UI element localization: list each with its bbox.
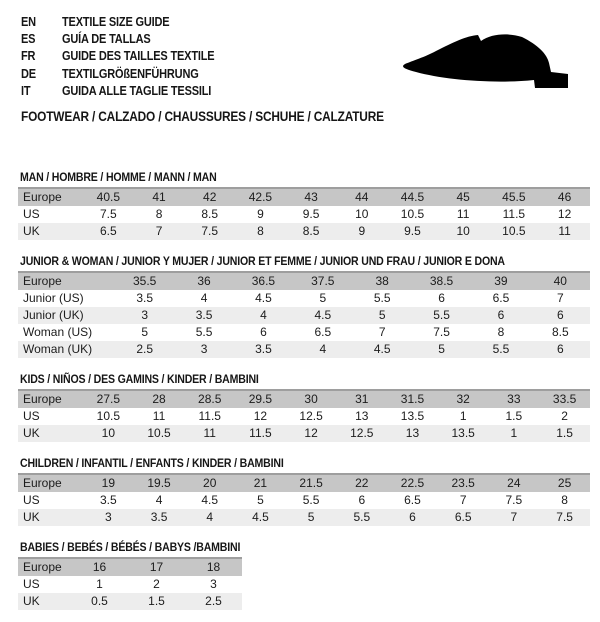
- language-row: [21, 13, 600, 30]
- size-table-section: [18, 252, 590, 358]
- size-value: 24: [489, 474, 540, 492]
- size-tables: [18, 168, 590, 622]
- language-code: DE: [21, 66, 36, 81]
- size-value: 10: [336, 206, 387, 223]
- language-code: FR: [21, 49, 36, 64]
- size-value: 1.5: [489, 408, 540, 425]
- size-value: 45: [438, 188, 489, 206]
- size-value: 5.5: [174, 324, 233, 341]
- size-value: 1.5: [128, 593, 185, 610]
- size-value: 10.5: [387, 206, 438, 223]
- size-value: 33: [489, 390, 540, 408]
- table-row: [18, 206, 590, 223]
- size-value: 21: [235, 474, 286, 492]
- size-value: 10.5: [83, 408, 134, 425]
- size-value: 3.5: [134, 509, 185, 526]
- size-value: 2: [128, 576, 185, 593]
- size-value: 45.5: [489, 188, 540, 206]
- section-title: MAN / HOMBRE / HOMME / MANN / MAN: [20, 170, 217, 184]
- size-value: 9: [336, 223, 387, 240]
- size-table-section: [18, 454, 590, 526]
- size-value: 4: [234, 307, 293, 324]
- table-row: [18, 492, 590, 509]
- row-label: Europe: [18, 474, 83, 492]
- size-value: 11.5: [489, 206, 540, 223]
- size-value: 6: [471, 307, 530, 324]
- size-value: 10.5: [134, 425, 185, 442]
- size-value: 37.5: [293, 272, 352, 290]
- size-value: 11.5: [235, 425, 286, 442]
- size-value: 9.5: [286, 206, 337, 223]
- size-value: 7: [531, 290, 590, 307]
- size-value: 6: [234, 324, 293, 341]
- table-row: [18, 408, 590, 425]
- size-value: 39: [471, 272, 530, 290]
- size-value: 5: [293, 290, 352, 307]
- size-value: 31: [336, 390, 387, 408]
- size-value: 31.5: [387, 390, 438, 408]
- size-value: 8.5: [531, 324, 590, 341]
- size-value: 7: [438, 492, 489, 509]
- size-value: 2: [539, 408, 590, 425]
- shoe-icon: [400, 33, 572, 91]
- size-value: 11: [184, 425, 235, 442]
- size-value: 4: [293, 341, 352, 358]
- size-value: 3: [185, 576, 242, 593]
- size-value: 4.5: [184, 492, 235, 509]
- row-label: Europe: [18, 272, 115, 290]
- size-value: 22: [336, 474, 387, 492]
- size-value: 8: [539, 492, 590, 509]
- size-value: 6: [387, 509, 438, 526]
- table-row: [18, 188, 590, 206]
- table-row: [18, 290, 590, 307]
- size-value: 40.5: [83, 188, 134, 206]
- size-value: 36.5: [234, 272, 293, 290]
- size-value: 7.5: [539, 509, 590, 526]
- size-value: 11: [438, 206, 489, 223]
- size-value: 5.5: [412, 307, 471, 324]
- row-label: UK: [18, 509, 83, 526]
- size-value: 25: [539, 474, 590, 492]
- size-value: 7: [489, 509, 540, 526]
- table-row: [18, 307, 590, 324]
- size-table-section: [18, 538, 590, 610]
- size-table-section: [18, 370, 590, 442]
- table-row: [18, 272, 590, 290]
- size-value: 21.5: [286, 474, 337, 492]
- size-value: 32: [438, 390, 489, 408]
- language-code: EN: [21, 14, 36, 29]
- size-value: 5: [286, 509, 337, 526]
- size-value: 8.5: [184, 206, 235, 223]
- size-value: 7.5: [489, 492, 540, 509]
- size-table: [18, 271, 590, 358]
- size-value: 10: [83, 425, 134, 442]
- size-value: 4: [184, 509, 235, 526]
- row-label: US: [18, 206, 83, 223]
- size-value: 17: [128, 558, 185, 576]
- size-value: 4: [174, 290, 233, 307]
- row-label: US: [18, 492, 83, 509]
- row-label: UK: [18, 593, 71, 610]
- size-value: 46: [539, 188, 590, 206]
- size-value: 44.5: [387, 188, 438, 206]
- size-value: 1: [438, 408, 489, 425]
- row-label: US: [18, 408, 83, 425]
- table-row: [18, 509, 590, 526]
- size-value: 13.5: [387, 408, 438, 425]
- size-value: 23.5: [438, 474, 489, 492]
- size-value: 6.5: [83, 223, 134, 240]
- language-title: GUIDE DES TAILLES TEXTILE: [62, 49, 215, 64]
- size-value: 2.5: [185, 593, 242, 610]
- language-code: ES: [21, 32, 36, 47]
- size-table: [18, 473, 590, 526]
- size-value: 6.5: [438, 509, 489, 526]
- size-value: 19: [83, 474, 134, 492]
- size-value: 13: [387, 425, 438, 442]
- size-value: 3.5: [234, 341, 293, 358]
- size-value: 12: [235, 408, 286, 425]
- language-code: IT: [21, 84, 31, 99]
- size-value: 18: [185, 558, 242, 576]
- size-value: 7: [134, 223, 185, 240]
- section-title: JUNIOR & WOMAN / JUNIOR Y MUJER / JUNIOR ET FEMME / JUNIOR UND FRAU / JUNIOR E DONA: [20, 254, 505, 268]
- section-title: KIDS / NIÑOS / DES GAMINS / KINDER / BAMBINI: [20, 372, 259, 386]
- size-value: 38.5: [412, 272, 471, 290]
- row-label: US: [18, 576, 71, 593]
- size-value: 6: [412, 290, 471, 307]
- size-value: 27.5: [83, 390, 134, 408]
- section-title: CHILDREN / INFANTIL / ENFANTS / KINDER / BAMBINI: [20, 456, 284, 470]
- size-value: 36: [174, 272, 233, 290]
- row-label: Europe: [18, 390, 83, 408]
- category-heading: FOOTWEAR / CALZADO / CHAUSSURES / SCHUHE / CALZATURE: [21, 108, 384, 124]
- size-value: 42: [184, 188, 235, 206]
- size-value: 8: [471, 324, 530, 341]
- size-value: 6.5: [387, 492, 438, 509]
- size-value: 12.5: [336, 425, 387, 442]
- size-value: 1: [71, 576, 128, 593]
- size-value: 3: [174, 341, 233, 358]
- row-label: Junior (US): [18, 290, 115, 307]
- size-table-section: [18, 168, 590, 240]
- size-value: 3.5: [115, 290, 174, 307]
- size-value: 16: [71, 558, 128, 576]
- size-value: 5: [235, 492, 286, 509]
- size-value: 10.5: [489, 223, 540, 240]
- row-label: Woman (US): [18, 324, 115, 341]
- size-value: 3: [83, 509, 134, 526]
- size-value: 28.5: [184, 390, 235, 408]
- size-value: 5.5: [471, 341, 530, 358]
- size-value: 43: [286, 188, 337, 206]
- size-value: 30: [286, 390, 337, 408]
- row-label: UK: [18, 223, 83, 240]
- size-value: 28: [134, 390, 185, 408]
- language-title: TEXTILGRÖßENFÜHRUNG: [62, 66, 199, 81]
- size-value: 4.5: [235, 509, 286, 526]
- size-value: 20: [184, 474, 235, 492]
- size-value: 3: [115, 307, 174, 324]
- size-value: 6: [531, 307, 590, 324]
- size-table: [18, 187, 590, 240]
- table-row: [18, 474, 590, 492]
- size-value: 7.5: [412, 324, 471, 341]
- table-row: [18, 324, 590, 341]
- size-value: 19.5: [134, 474, 185, 492]
- table-row: [18, 341, 590, 358]
- size-value: 10: [438, 223, 489, 240]
- size-value: 13: [336, 408, 387, 425]
- size-value: 3.5: [174, 307, 233, 324]
- size-value: 40: [531, 272, 590, 290]
- size-value: 6.5: [471, 290, 530, 307]
- size-value: 4.5: [293, 307, 352, 324]
- size-value: 3.5: [83, 492, 134, 509]
- size-value: 5: [115, 324, 174, 341]
- size-value: 41: [134, 188, 185, 206]
- size-value: 9.5: [387, 223, 438, 240]
- size-value: 11: [134, 408, 185, 425]
- section-title: BABIES / BEBÉS / BÉBÉS / BABYS /BAMBINI: [20, 540, 241, 554]
- size-value: 5: [412, 341, 471, 358]
- size-value: 2.5: [115, 341, 174, 358]
- language-title: TEXTILE SIZE GUIDE: [62, 14, 170, 29]
- language-title: GUÍA DE TALLAS: [62, 32, 151, 47]
- table-row: [18, 558, 242, 576]
- size-value: 7: [353, 324, 412, 341]
- size-value: 1: [489, 425, 540, 442]
- size-value: 12: [539, 206, 590, 223]
- size-value: 8: [134, 206, 185, 223]
- size-value: 29.5: [235, 390, 286, 408]
- size-value: 4: [134, 492, 185, 509]
- size-value: 9: [235, 206, 286, 223]
- size-value: 7.5: [83, 206, 134, 223]
- row-label: Europe: [18, 558, 71, 576]
- size-value: 6: [531, 341, 590, 358]
- size-value: 35.5: [115, 272, 174, 290]
- size-value: 12: [286, 425, 337, 442]
- size-value: 44: [336, 188, 387, 206]
- size-value: 5: [353, 307, 412, 324]
- size-value: 5.5: [286, 492, 337, 509]
- size-table: [18, 557, 242, 610]
- table-row: [18, 223, 590, 240]
- table-row: [18, 425, 590, 442]
- row-label: Europe: [18, 188, 83, 206]
- size-value: 8: [235, 223, 286, 240]
- row-label: Woman (UK): [18, 341, 115, 358]
- size-value: 42.5: [235, 188, 286, 206]
- table-row: [18, 593, 242, 610]
- size-value: 1.5: [539, 425, 590, 442]
- size-value: 7.5: [184, 223, 235, 240]
- size-value: 5.5: [353, 290, 412, 307]
- size-table: [18, 389, 590, 442]
- size-value: 12.5: [286, 408, 337, 425]
- size-value: 6: [336, 492, 387, 509]
- size-value: 0.5: [71, 593, 128, 610]
- size-value: 11.5: [184, 408, 235, 425]
- size-value: 11: [539, 223, 590, 240]
- size-value: 8.5: [286, 223, 337, 240]
- size-value: 13.5: [438, 425, 489, 442]
- size-value: 5.5: [336, 509, 387, 526]
- size-value: 4.5: [353, 341, 412, 358]
- size-value: 22.5: [387, 474, 438, 492]
- row-label: UK: [18, 425, 83, 442]
- size-value: 38: [353, 272, 412, 290]
- size-value: 33.5: [539, 390, 590, 408]
- row-label: Junior (UK): [18, 307, 115, 324]
- size-value: 6.5: [293, 324, 352, 341]
- size-value: 4.5: [234, 290, 293, 307]
- table-row: [18, 390, 590, 408]
- language-title: GUIDA ALLE TAGLIE TESSILI: [62, 84, 212, 99]
- table-row: [18, 576, 242, 593]
